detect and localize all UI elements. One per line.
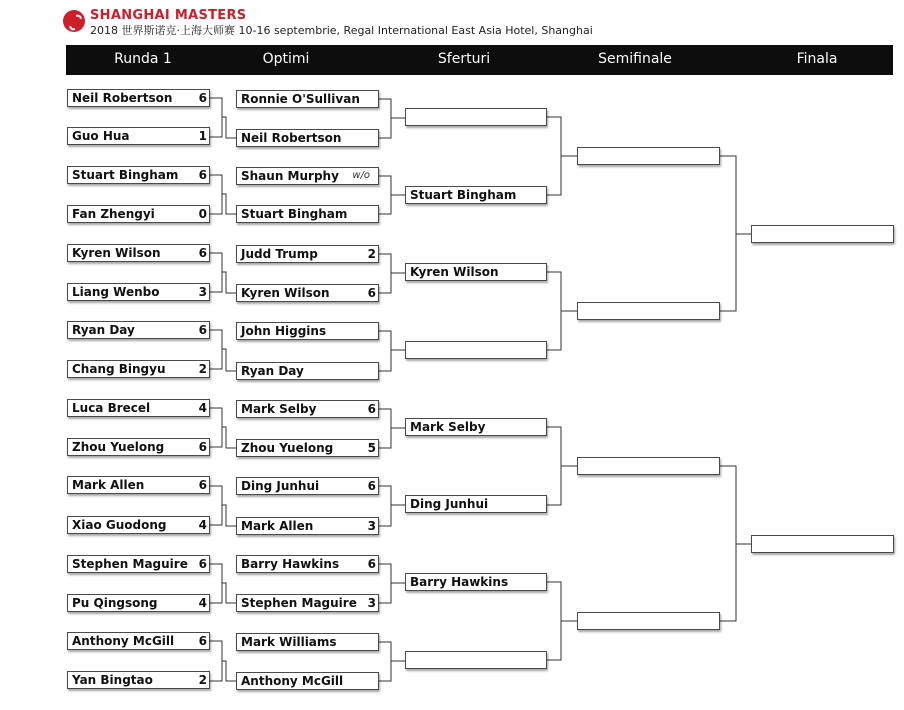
player-name: Zhou Yuelong xyxy=(241,441,334,455)
player-name: Yan Bingtao xyxy=(72,673,153,687)
sferturi-slot xyxy=(405,495,547,513)
player-name: Ryan Day xyxy=(72,323,135,337)
match-score: 6 xyxy=(198,634,207,648)
match-score: 2 xyxy=(198,362,207,376)
match-score: 6 xyxy=(367,557,376,571)
player-name: Neil Robertson xyxy=(241,131,342,145)
player-name: Kyren Wilson xyxy=(241,286,330,300)
optimi-slot xyxy=(236,129,379,147)
match-score: 6 xyxy=(367,402,376,416)
match-score: 2 xyxy=(198,673,207,687)
sferturi-slot xyxy=(405,341,547,359)
sferturi-slot xyxy=(405,108,547,126)
player-name: Ding Junhui xyxy=(241,479,320,493)
brand-title: SHANGHAI MASTERS xyxy=(90,8,247,23)
semifinale-slot xyxy=(577,147,720,165)
optimi-slot xyxy=(236,205,379,223)
match-score: 3 xyxy=(367,519,376,533)
optimi-slot xyxy=(236,439,379,457)
match-score: 6 xyxy=(367,286,376,300)
player-name: Mark Selby xyxy=(410,420,486,434)
player-name: Luca Brecel xyxy=(72,401,151,415)
runda1-slot xyxy=(67,671,210,689)
match-score: 6 xyxy=(198,323,207,337)
walkover-note: w/o xyxy=(352,170,370,181)
runda1-slot xyxy=(67,360,210,378)
runda1-slot xyxy=(67,632,210,650)
runda1-slot xyxy=(67,516,210,534)
runda1-slot xyxy=(67,438,210,456)
sferturi-slot xyxy=(405,418,547,436)
player-name: Zhou Yuelong xyxy=(72,440,165,454)
match-score: 6 xyxy=(367,479,376,493)
runda1-slot xyxy=(67,205,210,223)
runda1-slot xyxy=(67,399,210,417)
player-name: Stuart Bingham xyxy=(72,168,179,182)
match-score: 6 xyxy=(198,246,207,260)
player-name: Ryan Day xyxy=(241,364,304,378)
player-name: Anthony McGill xyxy=(72,634,175,648)
optimi-slot xyxy=(236,594,379,612)
match-score: 6 xyxy=(198,168,207,182)
player-name: Stephen Maguire xyxy=(72,557,188,571)
runda1-slot xyxy=(67,283,210,301)
player-name: Pu Qingsong xyxy=(72,596,158,610)
runda1-slot xyxy=(67,555,210,573)
match-score: 4 xyxy=(198,518,207,532)
player-name: Ronnie O'Sullivan xyxy=(241,92,360,106)
finala-slot xyxy=(751,225,894,243)
runda1-slot xyxy=(67,166,210,184)
runda1-slot xyxy=(67,89,210,107)
match-score: 4 xyxy=(198,596,207,610)
player-name: Chang Bingyu xyxy=(72,362,166,376)
player-name: Judd Trump xyxy=(241,247,318,261)
match-score: 0 xyxy=(198,207,207,221)
player-name: Liang Wenbo xyxy=(72,285,160,299)
player-name: Anthony McGill xyxy=(241,674,344,688)
sferturi-slot xyxy=(405,651,547,669)
player-name: Stuart Bingham xyxy=(241,207,348,221)
sferturi-slot xyxy=(405,186,547,204)
optimi-slot xyxy=(236,672,379,690)
player-name: Mark Allen xyxy=(241,519,314,533)
semifinale-slot xyxy=(577,612,720,630)
sferturi-slot xyxy=(405,263,547,281)
player-name: Shaun Murphy xyxy=(241,169,339,183)
optimi-slot xyxy=(236,90,379,108)
semifinale-slot xyxy=(577,457,720,475)
player-name: Guo Hua xyxy=(72,129,130,143)
match-score: 1 xyxy=(198,129,207,143)
round-header-runda1: Runda 1 xyxy=(114,51,172,67)
finala-slot xyxy=(751,535,894,553)
player-name: Stephen Maguire xyxy=(241,596,357,610)
optimi-slot xyxy=(236,167,379,185)
player-name: Mark Selby xyxy=(241,402,317,416)
round-header-semifinale: Semifinale xyxy=(598,51,672,67)
runda1-slot xyxy=(67,244,210,262)
optimi-slot xyxy=(236,245,379,263)
optimi-slot xyxy=(236,477,379,495)
player-name: Fan Zhengyi xyxy=(72,207,155,221)
runda1-slot xyxy=(67,476,210,494)
optimi-slot xyxy=(236,362,379,380)
round-header-sferturi: Sferturi xyxy=(437,51,491,67)
match-score: 6 xyxy=(198,91,207,105)
round-header-finala: Finala xyxy=(796,51,838,67)
sferturi-slot xyxy=(405,573,547,591)
semifinale-slot xyxy=(577,302,720,320)
player-name: Mark Williams xyxy=(241,635,337,649)
optimi-slot xyxy=(236,633,379,651)
player-name: Neil Robertson xyxy=(72,91,173,105)
optimi-slot xyxy=(236,400,379,418)
optimi-slot xyxy=(236,322,379,340)
player-name: Barry Hawkins xyxy=(241,557,340,571)
match-score: 2 xyxy=(367,247,376,261)
match-score: 4 xyxy=(198,401,207,415)
match-score: 5 xyxy=(367,441,376,455)
optimi-slot xyxy=(236,284,379,302)
player-name: Barry Hawkins xyxy=(410,575,509,589)
round-header-optimi: Optimi xyxy=(262,51,310,67)
event-subtitle: 2018 世界斯诺克·上海大师赛 10-16 septembrie, Regal International East Asia Hotel, Shanghai xyxy=(90,24,593,37)
player-name: Ding Junhui xyxy=(410,497,489,511)
player-name: Kyren Wilson xyxy=(72,246,161,260)
player-name: Xiao Guodong xyxy=(72,518,167,532)
match-score: 6 xyxy=(198,478,207,492)
match-score: 3 xyxy=(198,285,207,299)
optimi-slot xyxy=(236,555,379,573)
player-name: John Higgins xyxy=(241,324,327,338)
player-name: Stuart Bingham xyxy=(410,188,517,202)
match-score: 3 xyxy=(367,596,376,610)
runda1-slot xyxy=(67,321,210,339)
optimi-slot xyxy=(236,517,379,535)
match-score: 6 xyxy=(198,440,207,454)
player-name: Kyren Wilson xyxy=(410,265,499,279)
match-score: 6 xyxy=(198,557,207,571)
runda1-slot xyxy=(67,594,210,612)
runda1-slot xyxy=(67,127,210,145)
player-name: Mark Allen xyxy=(72,478,145,492)
